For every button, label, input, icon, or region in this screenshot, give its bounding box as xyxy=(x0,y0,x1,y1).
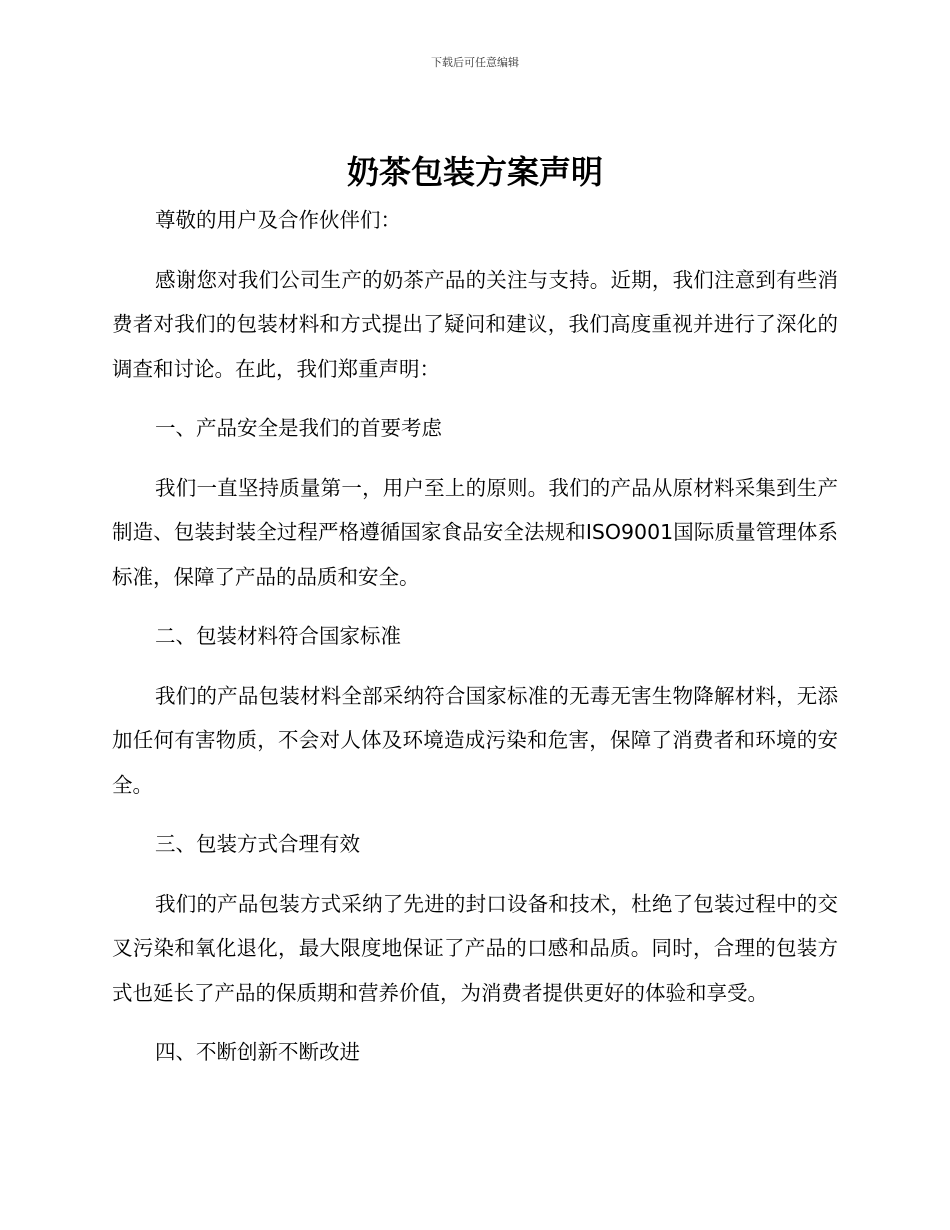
section-heading-1: 一、产品安全是我们的首要考虑 xyxy=(155,416,443,440)
section-heading-2: 二、包装材料符合国家标准 xyxy=(155,624,402,648)
section-paragraph-3: 我们的产品包装方式采纳了先进的封口设备和技术，杜绝了包装过程中的交叉污染和氧化退化，最大限度地保证了产品的口感和品质。同时，合理的包装方式也延长了产品的保质期和营养价值，为消费者提供更好的体验和享受。 xyxy=(112,891,838,1005)
intro-paragraph: 感谢您对我们公司生产的奶茶产品的关注与支持。近期，我们注意到有些消费者对我们的包装材料和方式提出了疑问和建议，我们高度重视并进行了深化的调查和讨论。在此，我们郑重声明： xyxy=(112,267,838,381)
section-paragraph-1: 我们一直坚持质量第一，用户至上的原则。我们的产品从原材料采集到生产制造、包装封装全过程严格遵循国家食品安全法规和ISO9001国际质量管理体系标准，保障了产品的品质和安全。 xyxy=(112,475,838,589)
section-paragraph-2: 我们的产品包装材料全部采纳符合国家标准的无毒无害生物降解材料，无添加任何有害物质，不会对人体及环境造成污染和危害，保障了消费者和环境的安全。 xyxy=(112,683,838,797)
document-body xyxy=(112,198,838,1075)
page-header-note: 下载后可任意编辑 xyxy=(431,56,519,69)
section-heading-3: 三、包装方式合理有效 xyxy=(155,832,361,856)
section-heading-4: 四、不断创新不断改进 xyxy=(155,1040,361,1064)
salutation: 尊敬的用户及合作伙伴们： xyxy=(155,208,402,232)
document-title: 奶茶包装方案声明 xyxy=(346,153,603,191)
